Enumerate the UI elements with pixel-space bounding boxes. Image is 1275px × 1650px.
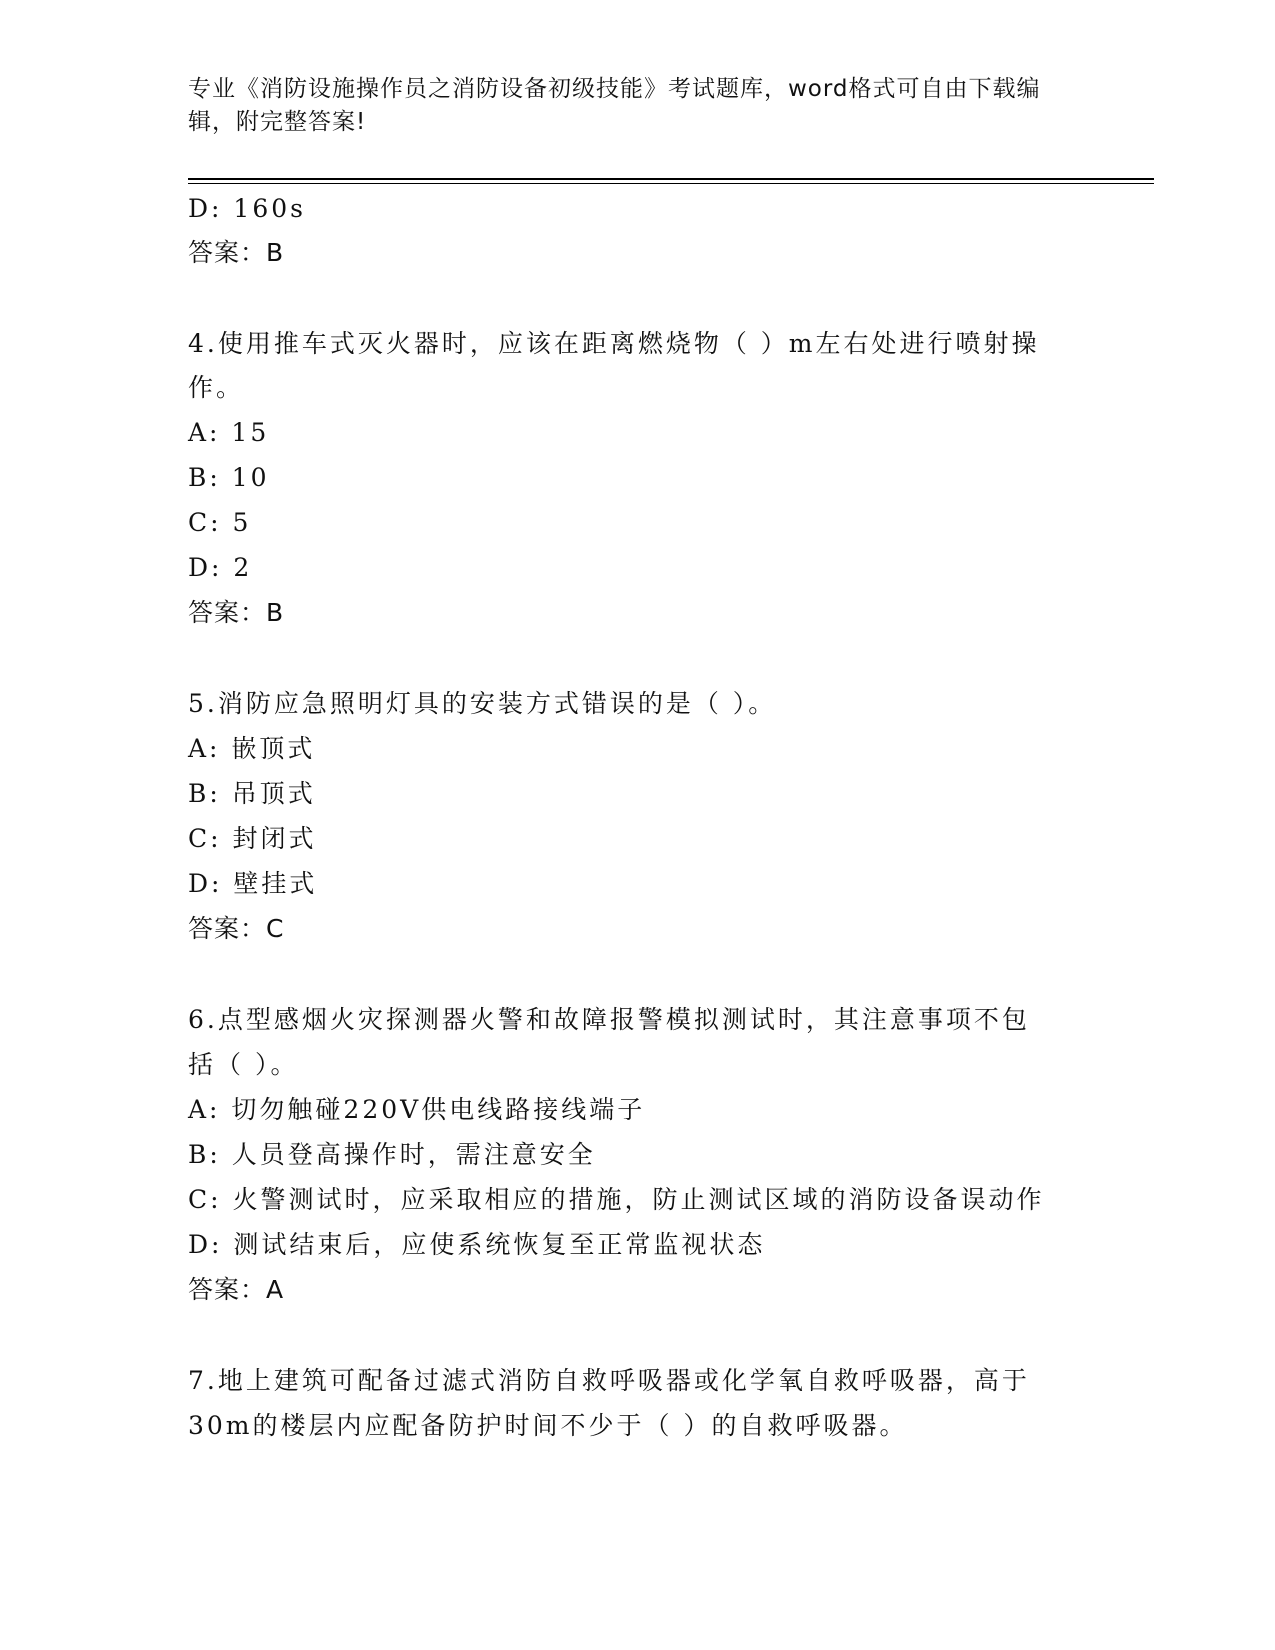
- q5-option-a: A: 嵌顶式: [188, 734, 316, 763]
- q4-stem-line-2: 作。: [188, 373, 245, 402]
- q3-answer: 答案：B: [188, 238, 285, 267]
- q5-answer: 答案：C: [188, 914, 285, 943]
- q5-option-b: B: 吊顶式: [188, 779, 316, 808]
- q4-option-b: B: 10: [188, 463, 270, 492]
- q6-option-c: C: 火警测试时，应采取相应的措施，防止测试区域的消防设备误动作: [188, 1185, 1045, 1214]
- header-line-2: 辑，附完整答案!: [188, 109, 367, 135]
- q4-answer: 答案：B: [188, 598, 285, 627]
- q3-option-d: D: 160s: [188, 194, 306, 223]
- q6-option-d: D: 测试结束后，应使系统恢复至正常监视状态: [188, 1230, 766, 1259]
- q5-option-d: D: 壁挂式: [188, 869, 318, 898]
- q7-stem-line-1: 7.地上建筑可配备过滤式消防自救呼吸器或化学氧自救呼吸器，高于: [188, 1366, 1030, 1395]
- q4-option-c: C: 5: [188, 508, 252, 537]
- q6-option-b: B: 人员登高操作时，需注意安全: [188, 1140, 596, 1169]
- q6-answer: 答案：A: [188, 1275, 285, 1304]
- header-line-1: 专业《消防设施操作员之消防设备初级技能》考试题库，word格式可自由下载编: [188, 76, 1041, 102]
- q6-stem-line-2: 括（ ）。: [188, 1050, 299, 1079]
- header-divider-thick: [188, 178, 1154, 180]
- q4-stem-line-1: 4.使用推车式灭火器时，应该在距离燃烧物（ ）m左右处进行喷射操: [188, 329, 1040, 358]
- q5-stem-line-1: 5.消防应急照明灯具的安装方式错误的是（ ）。: [188, 689, 777, 718]
- q7-stem-line-2: 30m的楼层内应配备防护时间不少于（ ）的自救呼吸器。: [188, 1411, 908, 1440]
- header-divider-thin: [188, 183, 1154, 184]
- document-header: [188, 73, 1068, 139]
- q5-option-c: C: 封闭式: [188, 824, 317, 853]
- q6-option-a: A: 切勿触碰220V供电线路接线端子: [188, 1095, 646, 1124]
- q4-option-a: A: 15: [188, 418, 270, 447]
- q4-option-d: D: 2: [188, 553, 253, 582]
- q6-stem-line-1: 6.点型感烟火灾探测器火警和故障报警模拟测试时，其注意事项不包: [188, 1005, 1030, 1034]
